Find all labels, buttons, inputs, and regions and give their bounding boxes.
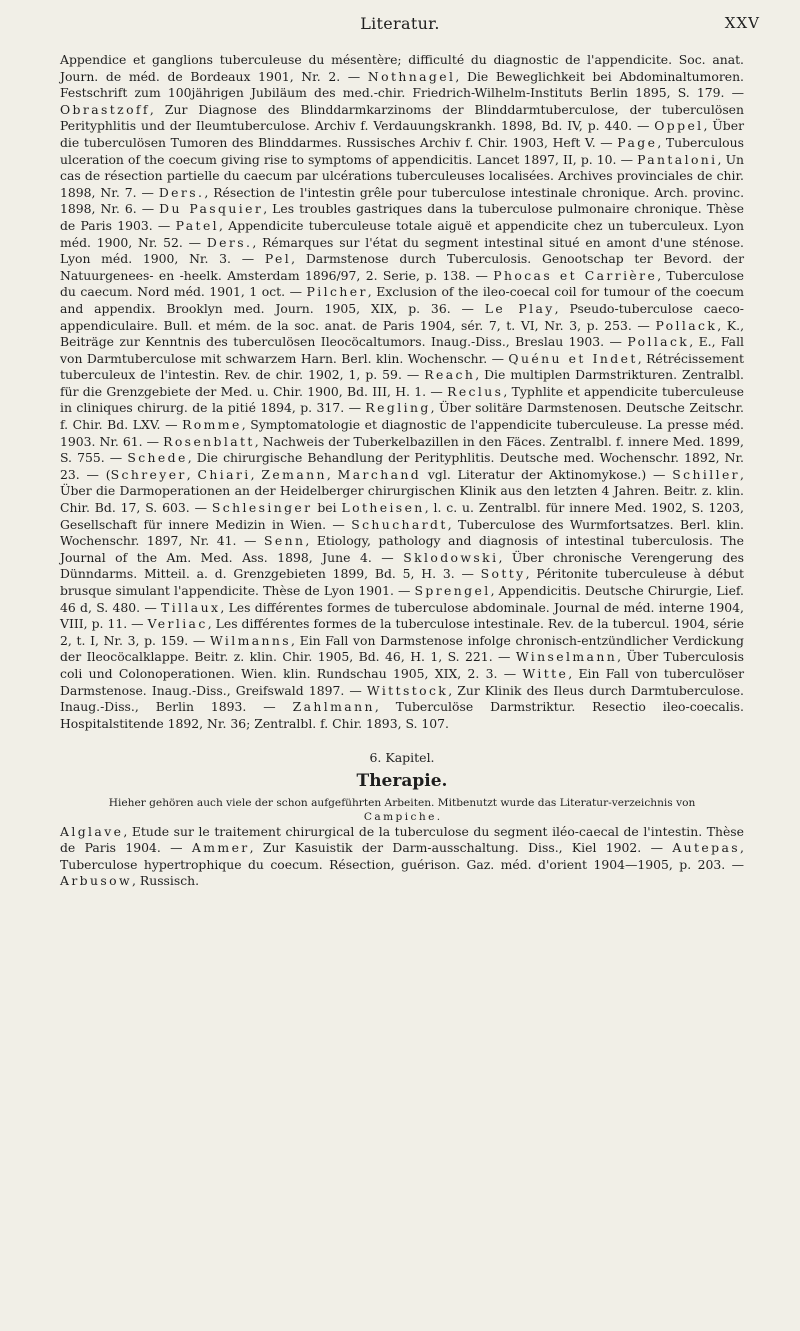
author-name: Marchand [337,466,422,482]
bibliography-paragraph-therapy [60,824,744,890]
author-name: Chiari [197,466,251,482]
citation-text: , Zur Diagnose des Blinddarmkarzinoms der Blinddarmtuberculose, der tuberculösen Perityphlitis und der Ileumtuberculose. Archiv f. Verdauungskrankh. 1898, Bd. IV, p. 440. — [60,101,744,134]
citation-text: , Les troubles gastriques dans la tuberculose pulmonaire chronique. Thèse de Paris 1903. — [60,201,744,233]
author-name: Arbusow [60,873,133,889]
citation-text: , Péritonite tuberculeuse à début brusque simulant l'appendicite. Thèse de Lyon 1901. — [60,566,744,598]
author-name: Regling [365,400,431,416]
citation-text: , Typhlite et appendicite tuberculeuse in cliniques chirurg. de la pitié 1894, p. 317. — [60,383,744,416]
author-name: Wilmanns [209,632,292,648]
citation-text: , [250,466,262,482]
citation-text: , Tuberculous ulceration of the coecum giving rise to symptoms of appendicitis. Lancet 1897, II, p. 10. — [60,134,744,167]
citation-text: , Etiology, pathology and diagnosis of intestinal tuberculosis. The Journal of the Am. Med. Ass. 1898, June 4. — [60,533,744,565]
author-name: Obrastzoff [60,101,150,117]
citation-text: , Un cas de résection partielle du caecum par ulcérations tuberculeuses localisées. Archives provinciales de chir. 1898, Nr. 7. — [60,151,744,200]
author-name: Ammer [191,840,250,856]
author-name: Phocas et Carrière [493,267,658,283]
citation-text: , Tuberculöse Darmstriktur. Resectio ileo-coecalis. Hospitalstitende 1892, Nr. 36; Zentralbl. f. Chir. 1893, S. 107. [60,699,744,731]
author-name: Schiller [672,466,741,482]
author-name: Quénu et Indet [508,350,638,366]
author-name: Schede [127,450,188,466]
author-name: Winselmann [515,649,618,665]
citation-text: , Über solitäre Darmstenosen. Deutsche Zeitschr. f. Chir. Bd. LXV. — [60,400,744,433]
author-name: Le Play [484,300,555,316]
citation-text: , Appendicite tuberculeuse totale aiguë et appendicite chez un tuberculeux. Lyon méd. 1900, Nr. 52. — [60,217,745,250]
section-heading: Therapie. [356,770,448,791]
author-name: Autepas [672,840,741,856]
author-name: Sklodowski [403,549,499,565]
citation-text: , Ein Fall von tuberculöser Darmstenose. Inaug.-Diss., Greifswald 1897. — [60,665,744,698]
author-name: Witte [522,665,569,681]
citation-text: , Les différentes formes de la tuberculose intestinale. Rev. de la tubercul. 1904, série 2, t. I, Nr. 3, p. 159. — [60,616,745,648]
citation-text: , Die Beweglichkeit bei Abdominaltumoren. Festschrift zum 100jährigen Jubiläum des med.-chir. Friedrich-Wilhelm-Instituts Berlin 1895, S. 179. — [60,68,745,101]
author-name: Pollack [627,334,690,350]
citation-text: , Rémarques sur l'état du segment intestinal situé en amont d'une sténose. Lyon méd. 1900, Nr. 3. — [60,234,744,267]
author-name: Pantaloni [637,151,718,167]
bibliography-paragraph [60,52,744,732]
author-name: Reclus [447,383,504,399]
author-name: Romme [182,417,242,433]
citation-text: , Rétrécissement tuberculeux de l'intestin. Rev. de chir. 1902, 1, p. 59. — [60,350,744,383]
author-name: Ders. [206,234,253,250]
author-name: Pollack [655,317,718,333]
citation-text: , [326,466,338,482]
citation-text: , Zur Klinik des Ileus durch Darmtuberculose. Inaug.-Diss., Berlin 1893. — [60,682,744,715]
author-name: Campiche [363,810,437,823]
citation-text: , E., Fall von Darmtuberculose mit schwarzem Harn. Berl. klin. Wochenschr. — [60,334,744,366]
author-name: Verliac [147,616,208,632]
author-name: Du Pasquier [159,201,264,217]
author-name: Schlesinger [211,500,313,516]
citation-text: vgl. Literatur der Aktinomykose.) — [421,466,673,482]
author-name: Lotheisen [341,500,425,516]
author-name: Oppel [654,118,704,134]
running-title: Literatur. [360,14,440,33]
citation-text: , Über chronische Verengerung des Dünndarms. Mitteil. a. d. Grenzgebieten 1899, Bd. 5, H. 3. — [60,549,744,582]
citation-text: , Tuberculose hypertrophique du coecum. Résection, guérison. Gaz. méd. d'orient 1904—1905, p. 203. — [60,840,744,872]
citation-text: Hieher gehören auch viele der schon aufgeführten Arbeiten. Mitbenutzt wurde das Literatur-verzeichnis von [108,796,696,809]
author-name: Page [617,134,658,150]
citation-text: , K., Beiträge zur Kenntnis des tuberculösen Ileocöcaltumors. Inaug.-Diss., Breslau 1903. — [60,317,745,350]
citation-text: , Über Tuberculosis coli und Colonoperationen. Wien. klin. Rundschau 1905, XIX, 2. 3. — [60,649,744,681]
author-name: Alglave [60,823,124,839]
author-name: Rosenblatt [163,433,255,449]
author-name: Reach [424,367,476,383]
author-name: Zahlmann [292,699,375,715]
citation-text: , Ein Fall von Darmstenose infolge chronisch-entzündlicher Verdickung der Ileocöcalklappe. Beitr. z. klin. Chir. 1905, Bd. 46, H. 1, S. 221. — [60,632,744,665]
citation-text: , Russisch. [132,873,200,889]
citation-text: , Exclusion of the ileo-coecal coil for tumour of the coecum and appendix. Brooklyn med. Journ. 1905, XIX, p. 36. — [60,284,744,316]
page-body [60,52,744,890]
citation-text: , Über die Darmoperationen an der Heidelberger chirurgischen Klinik aus den letzten 4 Jahren. Beitr. z. klin. Chir. Bd. 17, S. 603. — [60,466,744,516]
author-name: Pilcher [306,284,368,300]
author-name: Schuchardt [351,516,448,532]
citation-text: , Appendicitis. Deutsche Chirurgie, Lief. 46 d, S. 480. — [60,583,744,615]
page-number: XXV [724,14,760,32]
author-name: Senn [263,533,306,549]
citation-text: , Résection de l'intestin grêle pour tuberculose intestinale chronique. Arch. provinc. 1898, Nr. 6. — [60,184,745,217]
author-name: Pel [264,251,292,267]
citation-text: , Tuberculose du caecum. Nord méd. 1901, 1 oct. — [60,267,744,300]
citation-text: . [436,810,441,823]
citation-text: , [186,466,198,482]
author-name: Sotty [480,566,526,582]
author-name: Ders. [158,184,205,200]
citation-text: , Tuberculose des Wurmfortsatzes. Berl. klin. Wochenschr. 1897, Nr. 41. — [60,516,744,549]
citation-text: , Die multiplen Darmstrikturen. Zentralbl. für die Grenzgebiete der Med. u. Chir. 1900, Bd. III, H. 1. — [60,367,744,399]
citation-text: , Symptomatologie et diagnostic de l'appendicite tuberculeuse. La presse méd. 1903. Nr. 61. — [60,417,744,449]
citation-text: Appendice et ganglions tuberculeuse du mésentère; difficulté du diagnostic de l'appendicite. Soc. anat. Journ. de méd. de Bordeaux 1901, Nr. 2. — [60,52,744,84]
author-name: Patel [175,217,220,233]
citation-text: , l. c. u. Zentralbl. für innere Med. 1902, S. 1203, Gesellschaft für innere Medizin in Wien. — [60,500,744,532]
citation-text: , Über die tuberculösen Tumoren des Blinddarmes. Russisches Archiv f. Chir. 1903, Heft V. — [60,118,744,150]
author-name: Schreyer [110,466,187,482]
citation-text: , Zur Kasuistik der Darm-ausschaltung. Diss., Kiel 1902. — [249,840,673,856]
citation-text: bei [312,500,342,516]
author-name: Tillaux [161,599,221,615]
citation-text: , Die chirurgische Behandlung der Perityphlitis. Deutsche med. Wochenschr. 1892, Nr. 23. — ( [60,450,744,482]
citation-text: , Nachweis der Tuberkelbazillen in den Fäces. Zentralbl. f. innere Med. 1899, S. 755. — [60,433,744,466]
chapter-label: 6. Kapitel. [369,750,435,766]
author-name: Sprengel [414,583,491,598]
citation-text: , Etude sur le traitement chirurgical de la tuberculose du segment iléo-caecal de l'intestin. Thèse de Paris 1904. — [60,823,744,856]
citation-text: , Darmstenose durch Tuberculosis. Genootschap ter Bevord. der Natuurgenees- en -heelk. Amsterdam 1896/97, 2. Serie, p. 138. — [60,251,745,283]
section-note [60,796,744,824]
author-name: Wittstock [366,682,449,698]
author-name: Nothnagel [367,68,456,84]
citation-text: , Les différentes formes de tuberculose abdominale. Journal de méd. interne 1904, VIII, p. 11. — [60,599,744,632]
author-name: Zemann [261,466,327,482]
citation-text: , Pseudo-tuberculose caeco-appendiculaire. Bull. et mém. de la soc. anat. de Paris 1904, sér. 7, t. VI, Nr. 3, p. 253. — [60,300,744,333]
running-header [0,14,800,38]
